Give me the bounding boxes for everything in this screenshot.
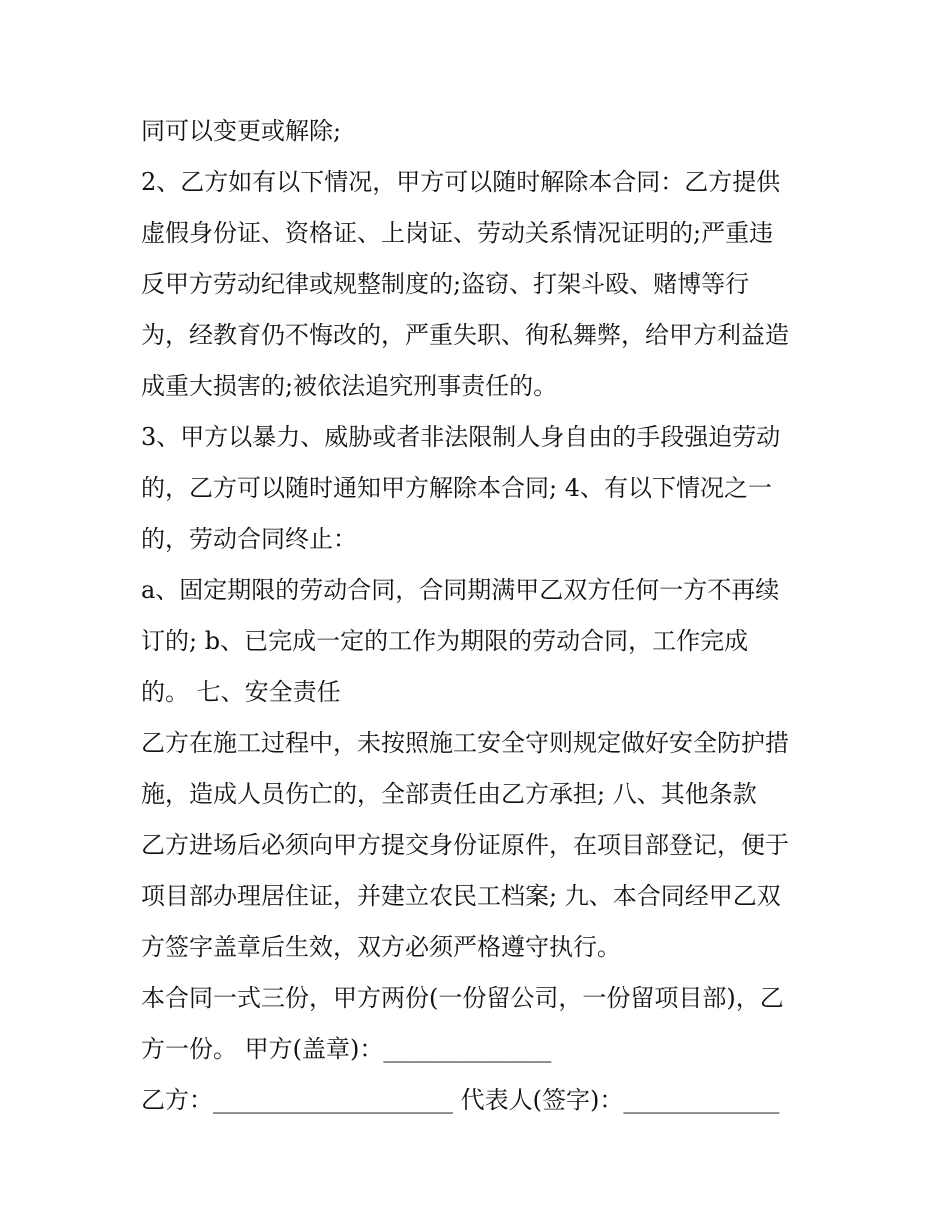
text-line: 方签字盖章后生效，双方必须严格遵守执行。 [141, 933, 621, 961]
text-line: 同可以变更或解除; [141, 117, 342, 145]
text-line: 订的; b、已完成一定的工作为期限的劳动合同，工作完成 [141, 627, 749, 655]
text-line: 乙方进场后必须向甲方提交身份证原件，在项目部登记，便于 [141, 831, 789, 859]
text-line: 2、乙方如有以下情况，甲方可以随时解除本合同：乙方提供 [141, 168, 781, 196]
text-line: 的，劳动合同终止： [141, 525, 357, 553]
text-line: 虚假身份证、资格证、上岗证、劳动关系情况证明的;严重违 [141, 219, 774, 247]
text-line: 乙方在施工过程中，未按照施工安全守则规定做好安全防护措 [141, 729, 789, 757]
text-line: 施，造成人员伤亡的，全部责任由乙方承担; 八、其他条款 [141, 780, 757, 808]
text-line: 3、甲方以暴力、威胁或者非法限制人身自由的手段强迫劳动 [141, 423, 781, 451]
text-line: 本合同一式三份，甲方两份(一份留公司，一份留项目部)，乙 [141, 984, 784, 1012]
text-line: a、固定期限的劳动合同，合同期满甲乙双方任何一方不再续 [141, 576, 780, 604]
text-line: 为，经教育仍不悔改的，严重失职、徇私舞弊，给甲方利益造 [141, 321, 789, 349]
text-line: 项目部办理居住证，并建立农民工档案; 九、本合同经甲乙双 [141, 882, 781, 910]
party-a-signature-line: 方一份。 甲方(盖章)：______________ [141, 1035, 552, 1063]
text-line: 成重大损害的;被依法追究刑事责任的。 [141, 372, 558, 400]
party-b-signature-line: 乙方：____________________ 代表人(签字)：_____________ [141, 1086, 780, 1114]
section-heading-safety: 的。 七、安全责任 [141, 678, 341, 706]
text-line: 反甲方劳动纪律或规整制度的;盗窃、打架斗殴、赌博等行 [141, 270, 750, 298]
contract-page [141, 106, 831, 1126]
text-line: 的，乙方可以随时通知甲方解除本合同; 4、有以下情况之一 [141, 474, 772, 502]
